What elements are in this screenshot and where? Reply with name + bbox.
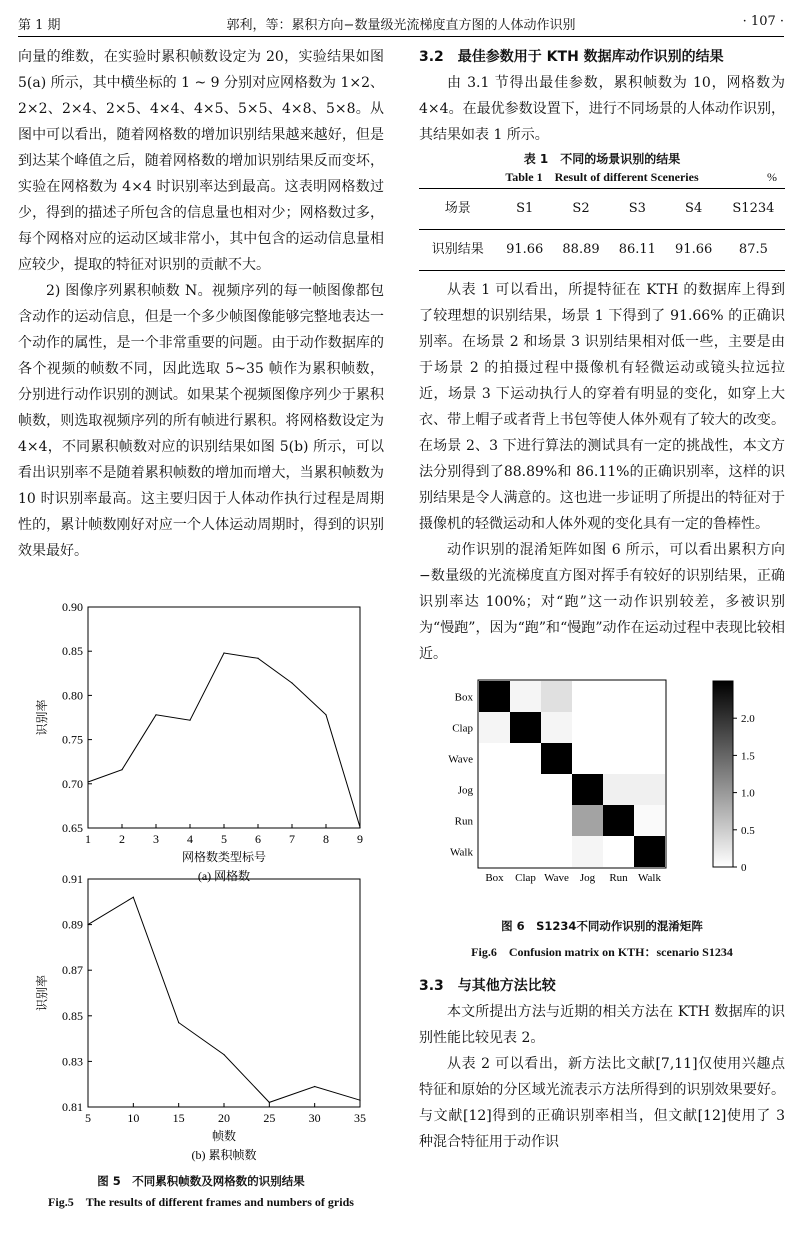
data-point bbox=[178, 1022, 179, 1023]
x-tick-label: 9 bbox=[357, 832, 363, 846]
matrix-cell bbox=[541, 712, 572, 743]
table-cell: 87.5 bbox=[722, 230, 785, 271]
y-tick-label: 0.75 bbox=[62, 732, 83, 747]
data-point bbox=[189, 720, 190, 721]
matrix-cell bbox=[479, 774, 510, 805]
fig6-caption-cn: 图 6 S1234不同动作识别的混淆矩阵 bbox=[501, 919, 703, 933]
matrix-cell bbox=[541, 681, 572, 712]
y-tick-label: 0.90 bbox=[62, 603, 83, 614]
x-tick-label: 7 bbox=[289, 832, 295, 846]
col-label: Jog bbox=[579, 872, 596, 884]
matrix-cell bbox=[510, 836, 541, 867]
paragraph-compare-intro: 本文所提出方法与近期的相关方法在 KTH 数据库的识别性能比较见表 2。 bbox=[419, 1004, 785, 1046]
matrix-cell bbox=[634, 774, 665, 805]
y-axis-label: 识别率 bbox=[35, 699, 49, 736]
matrix-cell bbox=[572, 681, 603, 712]
colorbar-tick-label: 1.0 bbox=[741, 787, 755, 800]
row-label: Run bbox=[454, 815, 473, 828]
matrix-cell bbox=[572, 743, 603, 774]
x-tick-label: 25 bbox=[263, 1111, 276, 1125]
page-header bbox=[18, 10, 784, 37]
table1-caption-en bbox=[419, 168, 785, 186]
x-tick-label: 1 bbox=[85, 832, 91, 846]
fig6-caption-en: Fig.6 Confusion matrix on KTH：scenario S1234 bbox=[471, 945, 733, 959]
section-3-3-heading: 3.3 与其他方法比较 bbox=[419, 978, 556, 994]
data-point bbox=[155, 714, 156, 715]
table1-caption-cn: 表 1 不同的场景识别的结果 bbox=[523, 152, 681, 166]
matrix-cell bbox=[479, 805, 510, 836]
matrix-cell bbox=[634, 712, 665, 743]
figure-6 bbox=[419, 667, 785, 913]
paragraph-confusion: 动作识别的混淆矩阵如图 6 所示，可以看出累积方向−数量级的光流梯度直方图对挥手有较好的识别结果，正确识别率达 100%；对“跑”这一动作识别较差，多被识别为“慢跑”，因为“跑”和“慢跑”动作在运动过程中表现比较相近。 bbox=[419, 542, 785, 662]
x-tick-label: 10 bbox=[127, 1111, 140, 1125]
row-label: Wave bbox=[448, 753, 473, 766]
matrix-cell bbox=[510, 712, 541, 743]
x-tick-label: 8 bbox=[323, 832, 329, 846]
issue-number: 第 1 期 bbox=[18, 18, 61, 33]
confusion-matrix bbox=[419, 673, 785, 909]
table-cell: 识别结果 bbox=[419, 230, 497, 271]
colorbar-tick-label: 1.5 bbox=[741, 750, 755, 763]
table-cell: 86.11 bbox=[609, 230, 665, 271]
row-label: Box bbox=[454, 691, 473, 704]
matrix-cell bbox=[479, 712, 510, 743]
right-column bbox=[419, 44, 785, 1155]
x-tick-label: 5 bbox=[221, 832, 227, 846]
table-header-cell: S3 bbox=[609, 189, 665, 230]
matrix-cell bbox=[603, 805, 634, 836]
colorbar bbox=[713, 681, 733, 867]
x-axis-label: 网格数类型标号 bbox=[181, 850, 267, 864]
x-tick-label: 15 bbox=[172, 1111, 185, 1125]
data-point bbox=[223, 1054, 224, 1055]
y-axis-label: 识别率 bbox=[35, 974, 49, 1012]
fig5-caption-en: Fig.5 The results of different frames and numbers of grids bbox=[48, 1195, 354, 1209]
matrix-cell bbox=[479, 681, 510, 712]
table-1 bbox=[419, 188, 785, 271]
matrix-cell bbox=[634, 681, 665, 712]
data-line bbox=[88, 653, 360, 827]
data-point bbox=[325, 714, 326, 715]
matrix-cell bbox=[510, 743, 541, 774]
x-tick-label: 35 bbox=[354, 1111, 366, 1125]
row-label: Walk bbox=[450, 846, 473, 859]
running-title: 郭利，等：累积方向−数量级光流梯度直方图的人体动作识别 bbox=[226, 18, 576, 33]
fig5-caption-cn: 图 5 不同累积帧数及网格数的识别结果 bbox=[97, 1174, 305, 1188]
x-tick-label: 30 bbox=[308, 1111, 321, 1125]
section-3-2-heading: 3.2 最佳参数用于 KTH 数据库动作识别的结果 bbox=[419, 49, 724, 65]
chart-caption: (b) 累积帧数 bbox=[191, 1148, 257, 1162]
matrix-cell bbox=[572, 805, 603, 836]
matrix-cell bbox=[510, 774, 541, 805]
matrix-cell bbox=[603, 774, 634, 805]
col-label: Run bbox=[609, 872, 628, 884]
table-cell: 88.89 bbox=[553, 230, 609, 271]
matrix-cell bbox=[479, 836, 510, 867]
x-tick-label: 3 bbox=[153, 832, 159, 846]
table-header-cell: S1234 bbox=[722, 189, 785, 230]
plot-frame bbox=[88, 879, 360, 1107]
x-axis-label: 帧数 bbox=[211, 1129, 237, 1143]
y-tick-label: 0.85 bbox=[62, 644, 83, 659]
x-tick-label: 20 bbox=[218, 1111, 230, 1125]
matrix-cell bbox=[541, 836, 572, 867]
y-tick-label: 0.91 bbox=[62, 875, 83, 886]
paragraph-table1-analysis: 从表 1 可以看出，所提特征在 KTH 的数据库上得到了较理想的识别结果，场景 1 下得到了 91.66% 的正确识别率。在场景 2 和场景 3 识别结果相对低一些，主要是由于场景 2 的拍摄过程中摄像机有轻微运动或镜头拉远拉近，场景 3 下运动执行人的穿着有明显的变化，如穿上大衣、带上帽子或者背上书包等使人体外观有了较大的改变。在场景 2、3 下进行算法的测试具有一定的挑战性，本文方法分别得到了88.89%和 86.11%的正确识别率，这样的识别结果是令人满意的。这也进一步证明了所提出的特征对于摄像机的轻微运动和人体外观的变化具有一定的鲁棒性。 bbox=[419, 282, 785, 532]
colorbar-tick-label: 0 bbox=[741, 862, 747, 874]
table-header-cell: S4 bbox=[665, 189, 721, 230]
figure-5 bbox=[18, 603, 384, 1213]
col-label: Clap bbox=[515, 872, 536, 884]
data-point bbox=[87, 924, 88, 925]
x-tick-label: 4 bbox=[187, 832, 193, 846]
row-label: Jog bbox=[457, 784, 473, 797]
page-number: · 107 · bbox=[742, 14, 784, 29]
matrix-cell bbox=[603, 836, 634, 867]
table-header-cell: S2 bbox=[553, 189, 609, 230]
data-point bbox=[359, 1100, 360, 1101]
data-point bbox=[223, 652, 224, 653]
chart-frame-count bbox=[18, 875, 384, 1175]
plot-frame bbox=[88, 607, 360, 828]
data-point bbox=[257, 658, 258, 659]
x-tick-label: 6 bbox=[255, 832, 261, 846]
matrix-cell bbox=[634, 743, 665, 774]
table-header-cell: 场景 bbox=[419, 189, 497, 230]
y-tick-label: 0.80 bbox=[62, 688, 83, 703]
col-label: Box bbox=[485, 872, 504, 884]
left-column bbox=[18, 44, 384, 564]
table1-caption-en-text: Table 1 Result of different Sceneries bbox=[505, 170, 699, 184]
matrix-cell bbox=[572, 836, 603, 867]
y-tick-label: 0.87 bbox=[62, 963, 83, 978]
col-label: Wave bbox=[544, 872, 569, 884]
colorbar-tick-label: 0.5 bbox=[741, 824, 755, 837]
y-tick-label: 0.81 bbox=[62, 1100, 83, 1114]
matrix-cell bbox=[603, 743, 634, 774]
table-row bbox=[419, 230, 785, 271]
data-point bbox=[121, 769, 122, 770]
table-header-cell: S1 bbox=[497, 189, 553, 230]
chart-grid-count bbox=[18, 603, 384, 893]
paragraph-best-params: 由 3.1 节得出最佳参数，累积帧数为 10，网格数为 4×4。在最优参数设置下，进行不同场景的人体动作识别，其结果如表 1 所示。 bbox=[419, 75, 785, 143]
matrix-cell bbox=[572, 774, 603, 805]
matrix-cell bbox=[634, 836, 665, 867]
matrix-cell bbox=[541, 805, 572, 836]
table-cell: 91.66 bbox=[497, 230, 553, 271]
matrix-cell bbox=[510, 805, 541, 836]
paragraph-grid-results: 向量的维数，在实验时累积帧数设定为 20，实验结果如图 5(a) 所示，其中横坐标的 1 ~ 9 分别对应网格数为 1×2、2×2、2×4、2×5、4×4、4×5、5×5、4×8、5×8。从图中可以看出，随着网格数的增加识别结果越来越好，但是到达某个峰值之后，随着网格数的增加识别结果反而变坏，实验在网格数为 4×4 时识别率达到最高。这表明网格数过少，得到的描述子所包含的信息量也相对少；网格数过多，每个网格对应的运动区域非常小，其中包含的运动信息量相应较少，提取的特征对识别的贡献不大。 bbox=[18, 49, 384, 273]
y-tick-label: 0.65 bbox=[62, 821, 83, 835]
col-label: Walk bbox=[638, 872, 661, 884]
x-tick-label: 2 bbox=[119, 832, 125, 846]
row-label: Clap bbox=[452, 722, 473, 735]
matrix-cell bbox=[572, 712, 603, 743]
y-tick-label: 0.89 bbox=[62, 917, 83, 932]
chart-caption: (a) 网格数 bbox=[197, 869, 251, 883]
data-point bbox=[314, 1086, 315, 1087]
paragraph-frame-count: 2) 图像序列累积帧数 N。视频序列的每一帧图像都包含动作的运动信息，但是一个多少帧图像能够完整地表达一个动作的属性，是一个非常重要的问题。由于动作数据库的各个视频的帧数不同，因此选取 5~35 帧作为累积帧数，分别进行动作识别的测试。如果某个视频图像序列少于累积帧数，则选取视频序列的所有帧进行累积。将网格数设定为 4×4，不同累积帧数对应的识别结果如图 5(b) 所示，可以看出识别率不是随着累积帧数的增加而增大，当累积帧数为 10 时识别率最高。这主要归因于人体动作执行过程是周期性的，累计帧数刚好对应一个人体运动周期时，得到的识别效果最好。 bbox=[18, 283, 384, 559]
matrix-cell bbox=[510, 681, 541, 712]
matrix-cell bbox=[541, 743, 572, 774]
table-header-row bbox=[419, 189, 785, 230]
table-cell: 91.66 bbox=[665, 230, 721, 271]
data-point bbox=[133, 897, 134, 898]
matrix-cell bbox=[603, 681, 634, 712]
y-tick-label: 0.83 bbox=[62, 1054, 83, 1069]
matrix-cell bbox=[634, 805, 665, 836]
data-line bbox=[88, 897, 360, 1102]
x-tick-label: 5 bbox=[85, 1111, 91, 1125]
y-tick-label: 0.70 bbox=[62, 776, 83, 791]
colorbar-tick-label: 2.0 bbox=[741, 713, 755, 726]
y-tick-label: 0.85 bbox=[62, 1008, 83, 1023]
matrix-cell bbox=[479, 743, 510, 774]
matrix-cell bbox=[603, 712, 634, 743]
data-point bbox=[291, 682, 292, 683]
data-point bbox=[359, 827, 360, 828]
matrix-cell bbox=[541, 774, 572, 805]
data-point bbox=[269, 1102, 270, 1103]
data-point bbox=[87, 781, 88, 782]
table1-unit: % bbox=[767, 170, 777, 184]
paragraph-compare-analysis: 从表 2 可以看出，新方法比文献[7,11]仅使用兴趣点特征和原始的分区域光流表示方法所得到的识别效果要好。与文献[12]得到的正确识别率相当，但文献[12]使用了 3 种混合特征用于动作识 bbox=[419, 1056, 785, 1150]
